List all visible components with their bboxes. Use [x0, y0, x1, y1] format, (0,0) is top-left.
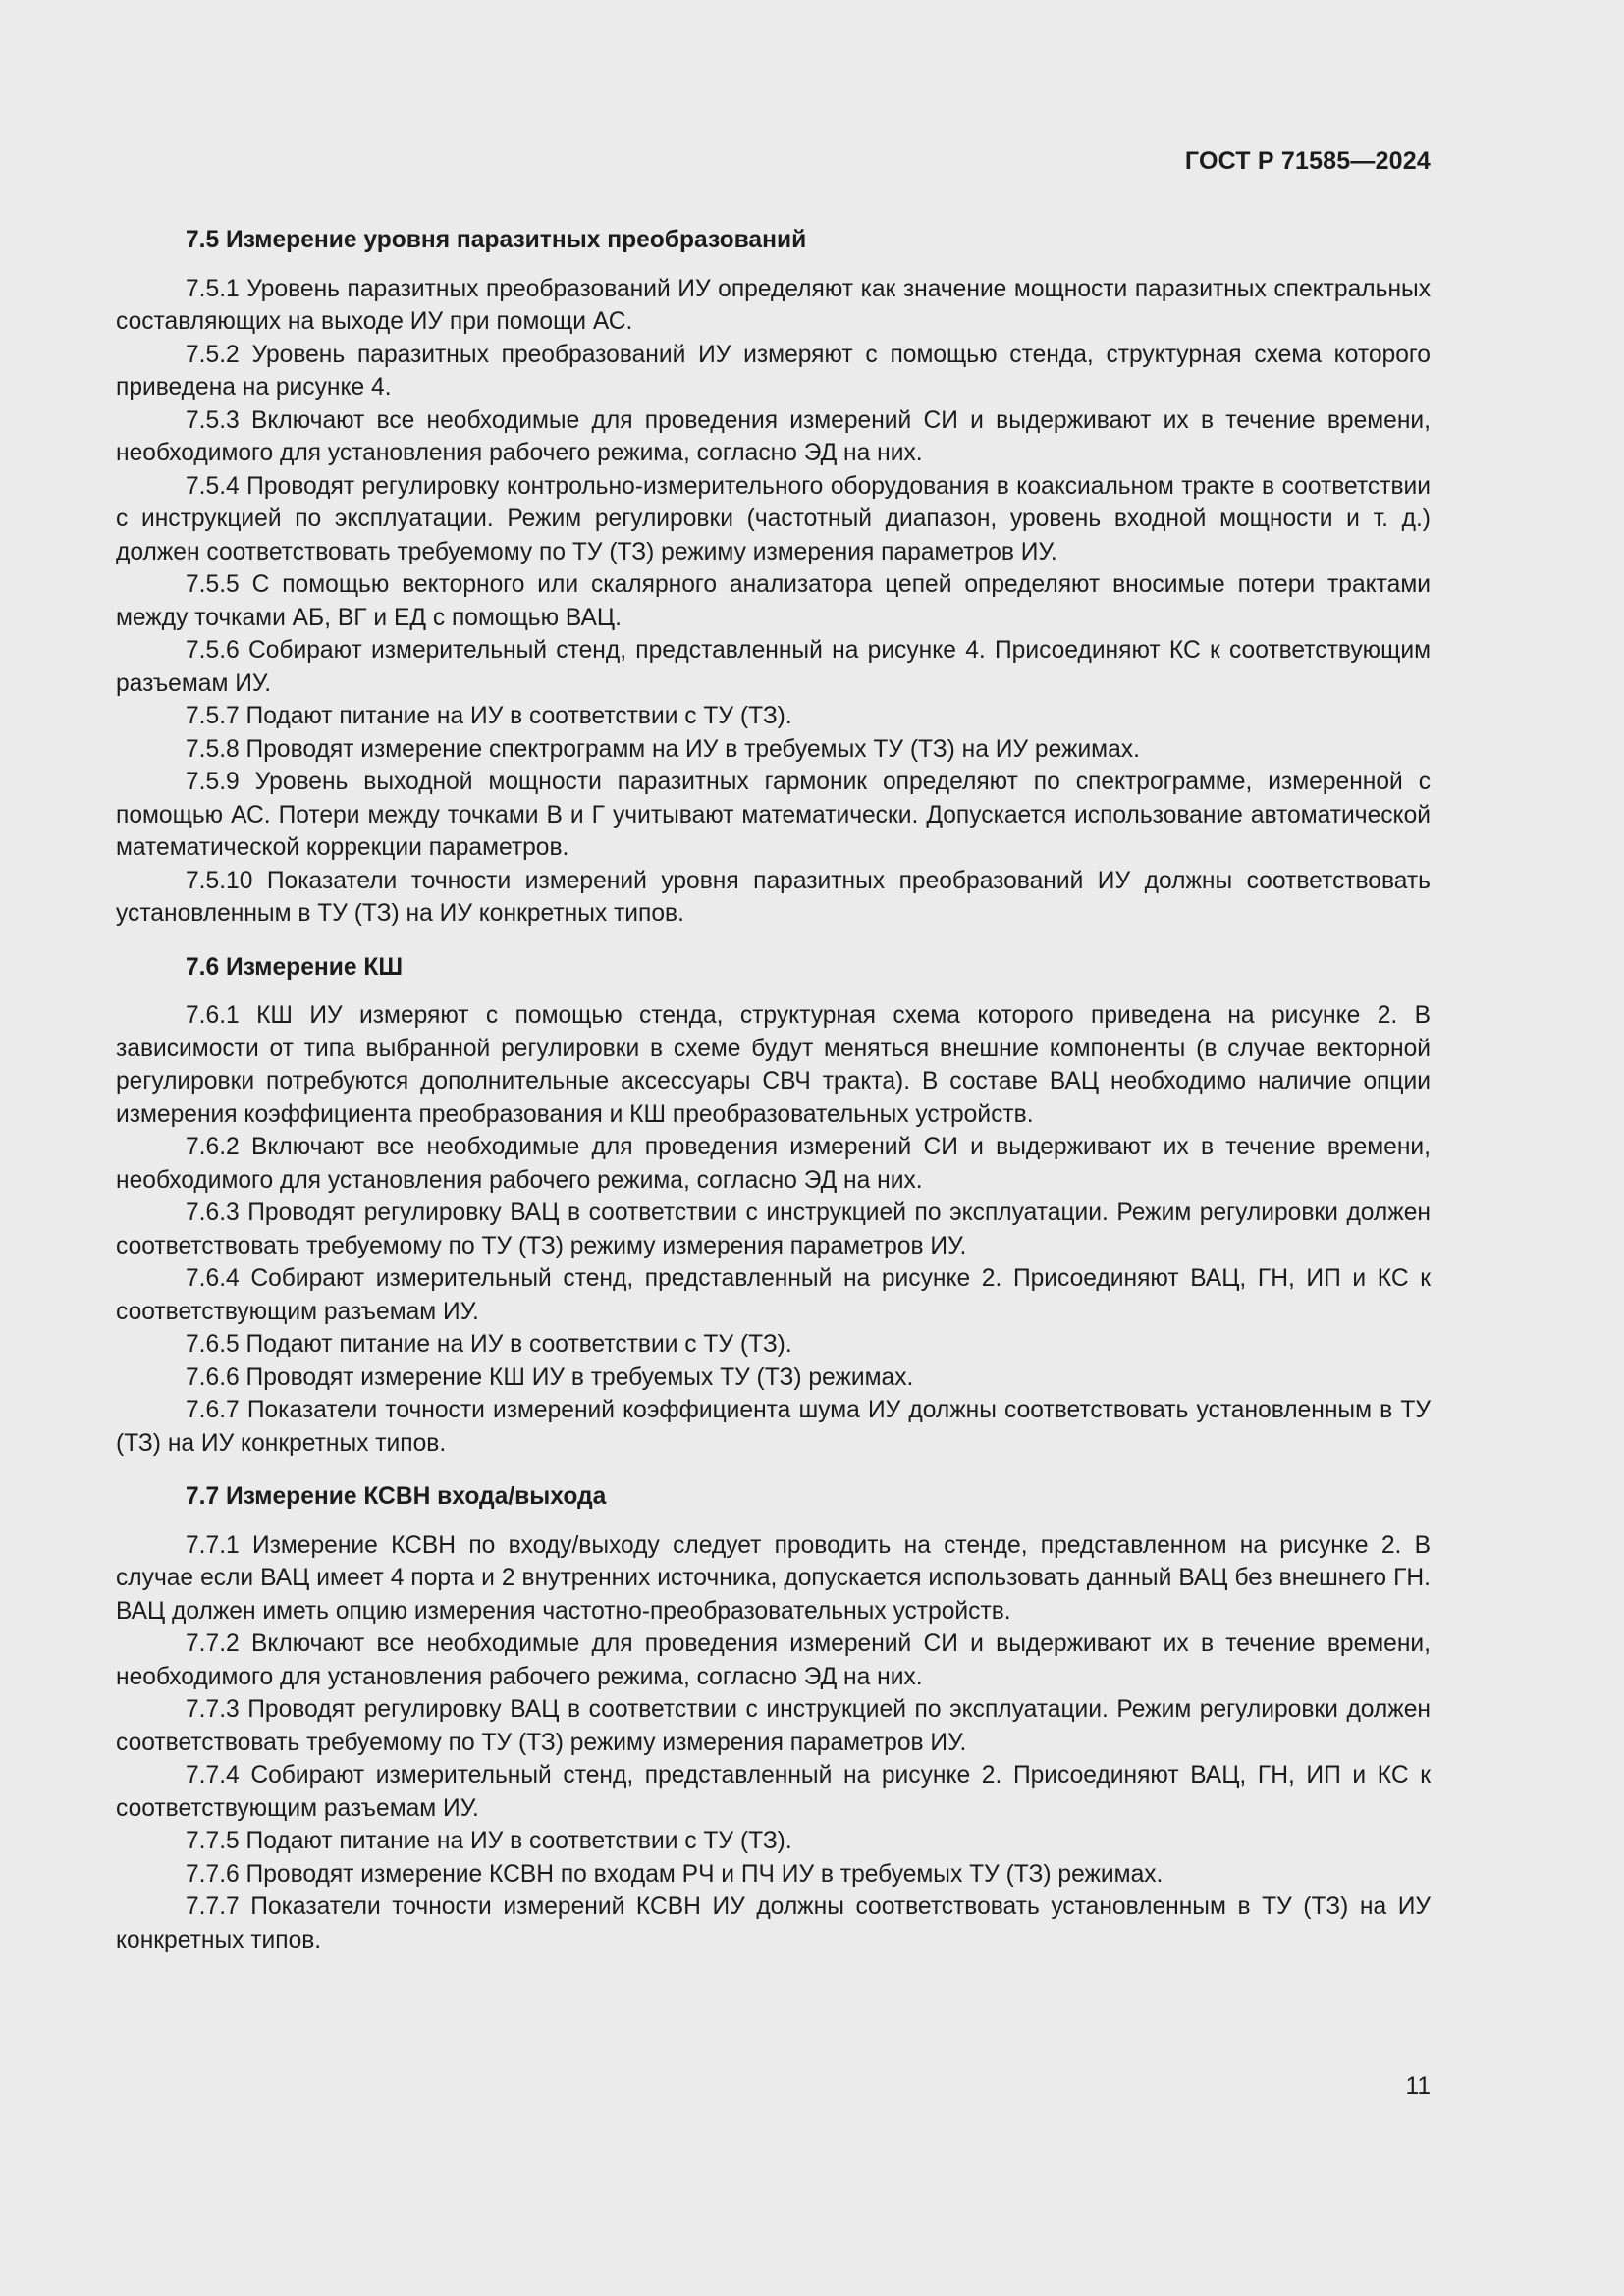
- paragraph: 7.5.10 Показатели точности измерений уровня паразитных преобразований ИУ должны соответствовать установленным в ТУ (ТЗ) на ИУ конкретных типов.: [116, 867, 1431, 927]
- paragraph: 7.5.6 Собирают измерительный стенд, представленный на рисунке 4. Присоединяют КС к соответствующим разъемам ИУ.: [116, 637, 1431, 697]
- paragraph: 7.6.6 Проводят измерение КШ ИУ в требуемых ТУ (ТЗ) режимах.: [186, 1363, 914, 1391]
- paragraph: 7.5.1 Уровень паразитных преобразований ИУ определяют как значение мощности паразитных спектральных составляющих на выходе ИУ при помощи АС.: [116, 275, 1431, 335]
- paragraph: 7.7.5 Подают питание на ИУ в соответствии с ТУ (ТЗ).: [186, 1828, 792, 1854]
- paragraph: 7.7.6 Проводят измерение КСВН по входам РЧ и ПЧ ИУ в требуемых ТУ (ТЗ) режимах.: [186, 1860, 1164, 1888]
- paragraph: 7.5.4 Проводят регулировку контрольно-измерительного оборудования в коаксиальном тракте в соответствии с инструкцией по эксплуатации. Режим регулировки (частотный диапазон, уровень входной мощности и т. д.) должен соответствовать требуемому по ТУ (ТЗ) режиму измерения параметров ИУ.: [116, 472, 1431, 565]
- section-7-5: [116, 224, 1431, 931]
- paragraph: 7.7.3 Проводят регулировку ВАЦ в соответствии с инструкцией по эксплуатации. Режим регулировки должен соответствовать требуемому по ТУ (ТЗ) режиму измерения параметров ИУ.: [116, 1696, 1431, 1756]
- paragraph: 7.5.2 Уровень паразитных преобразований ИУ измеряют с помощью стенда, структурная схема которого приведена на рисунке 4.: [116, 341, 1431, 400]
- paragraph: 7.5.7 Подают питание на ИУ в соответствии с ТУ (ТЗ).: [186, 703, 792, 729]
- paragraph: 7.5.3 Включают все необходимые для проведения измерений СИ и выдерживают их в течение времени, необходимого для установления рабочего режима, согласно ЭД на них.: [116, 406, 1431, 466]
- document-code-header: ГОСТ Р 71585—2024: [1184, 147, 1431, 175]
- paragraph: 7.6.5 Подают питание на ИУ в соответствии с ТУ (ТЗ).: [186, 1331, 792, 1358]
- paragraph: 7.6.7 Показатели точности измерений коэффициента шума ИУ должны соответствовать установленным в ТУ (ТЗ) на ИУ конкретных типов.: [116, 1397, 1431, 1457]
- paragraph: 7.5.5 С помощью векторного или скалярного анализатора цепей определяют вносимые потери трактами между точками АБ, ВГ и ЕД с помощью ВАЦ.: [116, 571, 1431, 631]
- paragraph: 7.6.4 Собирают измерительный стенд, представленный на рисунке 2. Присоединяют ВАЦ, ГН, ИП и КС к соответствующим разъемам ИУ.: [116, 1265, 1431, 1325]
- section-title: 7.6 Измерение КШ: [186, 953, 404, 981]
- section-title: 7.5 Измерение уровня паразитных преобразований: [186, 227, 807, 253]
- paragraph: 7.5.9 Уровень выходной мощности паразитных гармоник определяют по спектрограмме, измеренной с помощью АС. Потери между точками В и Г учитывают математически. Допускается использование автоматической математической коррекции параметров.: [116, 769, 1431, 861]
- paragraph: 7.7.7 Показатели точности измерений КСВН ИУ должны соответствовать установленным в ТУ (ТЗ) на ИУ конкретных типов.: [116, 1894, 1431, 1953]
- section-7-6: [116, 951, 1431, 1461]
- paragraph: 7.7.2 Включают все необходимые для проведения измерений СИ и выдерживают их в течение времени, необходимого для установления рабочего режима, согласно ЭД на них.: [116, 1630, 1431, 1690]
- paragraph: 7.7.4 Собирают измерительный стенд, представленный на рисунке 2. Присоединяют ВАЦ, ГН, ИП и КС к соответствующим разъемам ИУ.: [116, 1762, 1431, 1822]
- paragraph: 7.6.3 Проводят регулировку ВАЦ в соответствии с инструкцией по эксплуатации. Режим регулировки должен соответствовать требуемому по ТУ (ТЗ) режиму измерения параметров ИУ.: [116, 1200, 1431, 1259]
- section-title: 7.7 Измерение КСВН входа/выхода: [186, 1483, 607, 1510]
- page-number: 11: [1405, 2073, 1431, 2100]
- paragraph: 7.6.1 КШ ИУ измеряют с помощью стенда, структурная схема которого приведена на рисунке 2. В зависимости от типа выбранной регулировки в схеме будут меняться внешние компоненты (в случае векторной регулировки потребуются дополнительные аксессуары СВЧ тракта). В составе ВАЦ необходимо наличие опции измерения коэффициента преобразования и КШ преобразовательных устройств.: [116, 1002, 1431, 1128]
- paragraph: 7.7.1 Измерение КСВН по входу/выходу следует проводить на стенде, представленном на рисунке 2. В случае если ВАЦ имеет 4 порта и 2 внутренних источника, допускается использовать данный ВАЦ без внешнего ГН. ВАЦ должен иметь опцию измерения частотно-преобразовательных устройств.: [116, 1531, 1431, 1625]
- paragraph: 7.5.8 Проводят измерение спектрограмм на ИУ в требуемых ТУ (ТЗ) на ИУ режимах.: [186, 735, 1140, 763]
- section-7-7: [116, 1480, 1431, 1956]
- document-body: [116, 224, 1431, 1977]
- paragraph: 7.6.2 Включают все необходимые для проведения измерений СИ и выдерживают их в течение времени, необходимого для установления рабочего режима, согласно ЭД на них.: [116, 1134, 1431, 1194]
